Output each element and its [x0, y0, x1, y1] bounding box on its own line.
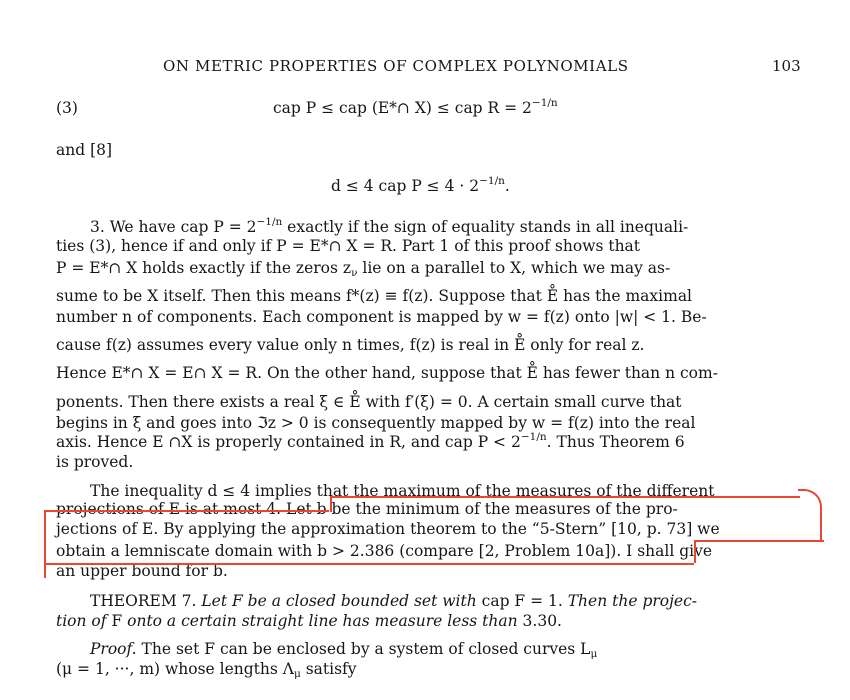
text-line: obtain a lemniscate domain with b > 2.386 (compare [2, Problem 10a]). I shall give	[56, 542, 713, 560]
and-ref-8: and [8]	[56, 141, 113, 159]
highlight-stroke	[44, 510, 46, 578]
text-line: (μ = 1, ···, m) whose lengths $\Lambda_\mu$ satisfy	[56, 660, 357, 680]
text-line: projections of E is at most 4. Let b be the minimum of the measures of the pro-	[56, 500, 678, 518]
text-line: ponents. Then there exists a real ξ ∈ E̊ with f′(ξ) = 0. A certain small curve that	[56, 393, 682, 411]
equation-3: cap P ≤ cap (E*∩ X) ≤ cap $R = 2^{-1/n}$	[273, 97, 558, 117]
highlight-stroke	[798, 489, 822, 541]
text-line: cause f(z) assumes every value only n times, f(z) is real in E̊ only for real z.	[56, 336, 645, 354]
text-line: 3. We have cap $P = 2^{-1/n}$ exactly if the sign of equality stands in all inequali-	[90, 216, 689, 236]
text-line: ties (3), hence if and only if P = E*∩ X = R. Part 1 of this proof shows that	[56, 237, 641, 255]
text-line: is proved.	[56, 453, 134, 471]
equation-bound-d: d ≤ 4 cap $P \le 4 \cdot 2^{-1/n}$.	[331, 175, 510, 195]
equation-number: (3)	[56, 99, 78, 117]
text-line: THEOREM 7. Let F be a closed bounded set with cap F = 1. Then the projec-	[90, 592, 697, 610]
text-line: Hence E*∩ X = E∩ X = R. On the other hand, suppose that E̊ has fewer than n com-	[56, 364, 718, 382]
text-line: tion of F onto a certain straight line has measure less than 3.30.	[56, 612, 562, 630]
page-number: 103	[772, 57, 801, 75]
text-line: P = E*∩ X holds exactly if the zeros $z_\nu$ lie on a parallel to X, which we may as-	[56, 259, 671, 279]
text-line: jections of E. By applying the approximation theorem to the “5-Stern” [10, p. 73] we	[56, 520, 720, 538]
running-title: ON METRIC PROPERTIES OF COMPLEX POLYNOMIALS	[163, 57, 629, 75]
text-line: axis. Hence E ∩X is properly contained in R, and cap $P < 2^{-1/n}$. Thus Theorem 6	[56, 431, 685, 451]
text-line: sume to be X itself. Then this means f*(z) ≡ f(z). Suppose that E̊ has the maximal	[56, 287, 693, 305]
text-line: The inequality d ≤ 4 implies that the maximum of the measures of the different	[90, 482, 715, 500]
text-line: Proof. The set F can be enclosed by a system of closed curves $L_\mu$	[90, 640, 598, 660]
text-line: an upper bound for b.	[56, 562, 228, 580]
text-line: number n of components. Each component is mapped by w = f(z) onto |w| < 1. Be-	[56, 308, 707, 326]
text-line: begins in ξ and goes into ℑz > 0 is consequently mapped by w = f(z) into the real	[56, 414, 696, 432]
highlight-stroke	[694, 540, 824, 542]
